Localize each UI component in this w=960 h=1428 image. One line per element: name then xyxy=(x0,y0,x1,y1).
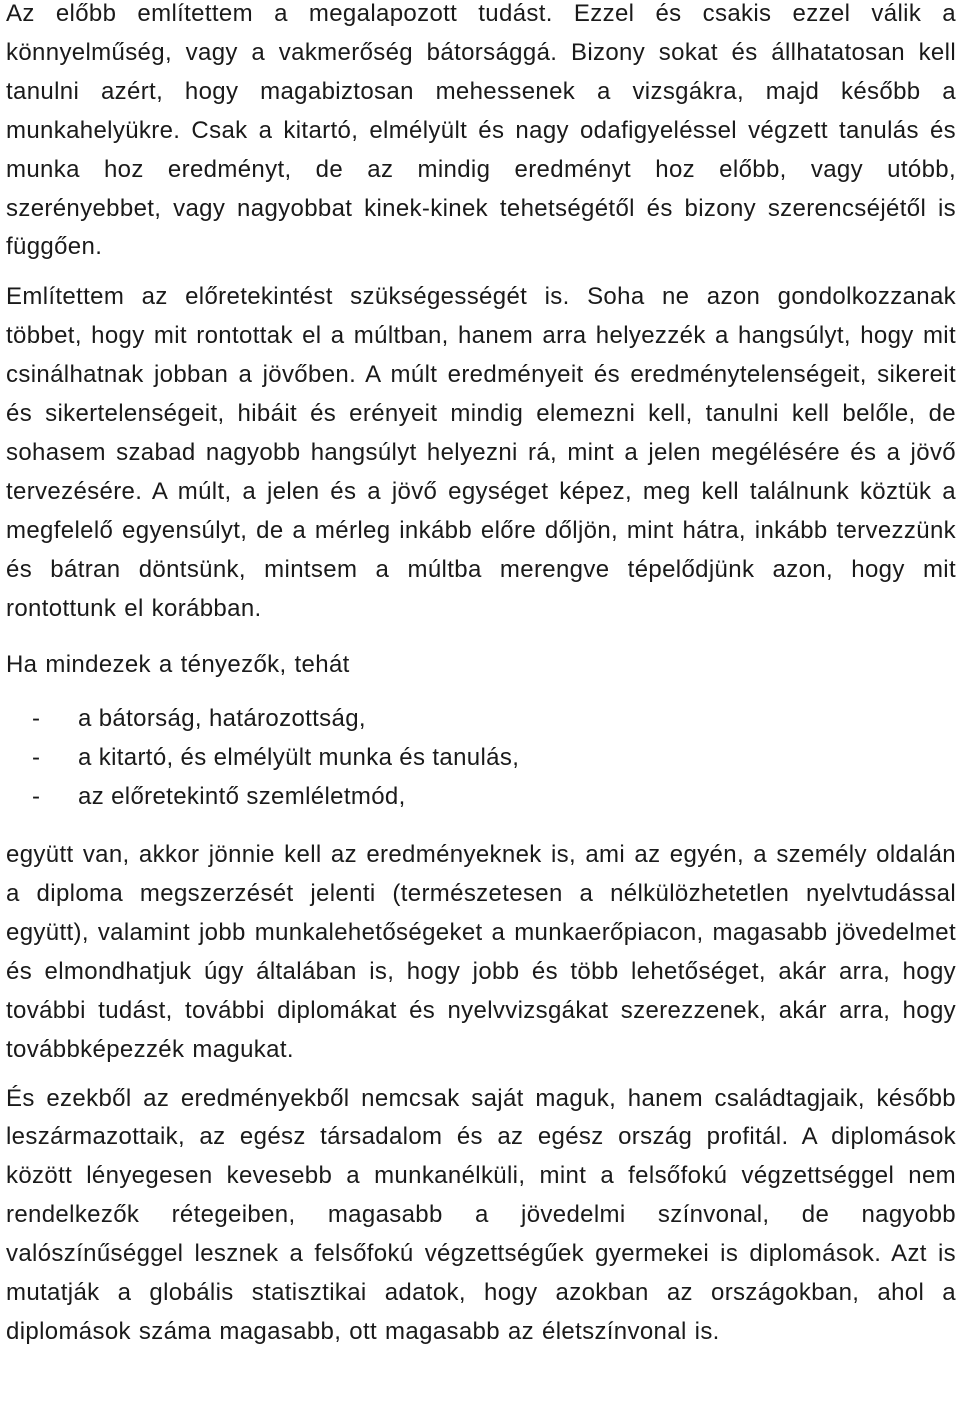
list-item xyxy=(6,739,956,778)
list-item-text: a kitartó, és elmélyült munka és tanulás, xyxy=(78,744,520,772)
list-item xyxy=(6,778,956,817)
paragraph-tarsadalom-profit: És ezekből az eredményekből nemcsak saját maguk, hanem családtagjaik, később leszármazottaik, az egész társadalom és az egész ország profitál. A diplomások között lényegesen kevesebb a munkanélküli, mint a felsőfokú végzettséggel nem rendelkezők rétegeiben, magasabb a jövedelmi színvonal, de nagyobb valószínűséggel lesznek a felsőfokú végzettségűek gyermekei is diplomások. Azt is mutatják a globális statisztikai adatok, hogy azokban az országokban, ahol a diplomások száma magasabb, ott magasabb az életszínvonal is. xyxy=(6,1084,956,1345)
paragraph-eloretekintes: Említettem az előretekintést szükségességét is. Soha ne azon gondolkozzanak többet, hogy mit rontottak el a múltban, hanem arra helyezzék a hangsúlyt, hogy mit csinálhatnak jobban a jövőben. A múlt eredményeit és eredménytelenségeit, sikereit és sikertelenségeit, hibáit és erényeit mindig elemezni kell, tanulni kell belőle, de sohasem szabad nagyobb hangsúlyt helyezni rá, mint a jelen megélésére és a jövő tervezésére. A múlt, a jelen és a jövő egységet képez, meg kell találnunk köztük a megfelelő egyensúlyt, de a mérleg inkább előre dőljön, mint hátra, inkább tervezzünk és bátran döntsünk, mintsem a múltba merengve tépelődjünk azon, hogy mit rontottunk el korábban. xyxy=(6,283,956,622)
list-item-text: az előretekintő szemléletmód, xyxy=(78,783,406,811)
paragraph-megalapozott-tudas: Az előbb említettem a megalapozott tudást. Ezzel és csakis ezzel válik a könnyelműség, vagy a vakmerőség bátorsággá. Bizony sokat és állhatatosan kell tanulni azért, hogy magabiztosan mehessenek a vizsgákra, majd később a munkahelyükre. Csak a kitartó, elmélyült és nagy odafigyeléssel végzett tanulás és munka hoz eredményt, de az mindig eredményt hoz előbb, vagy utóbb, szerényebbet, vagy nagyobbat kinek-kinek tehetségétől és bizony szerencséjétől is függően. xyxy=(6,0,956,261)
list-item-text: a bátorság, határozottság, xyxy=(78,705,366,733)
paragraph-eredmenyek: együtt van, akkor jönnie kell az eredményeknek is, ami az egyén, a személy oldalán a diploma megszerzését jelenti (természetesen a nélkülözhetetlen nyelvtudással együtt), valamint jobb munkalehetőségeket a munkaerőpiacon, magasabb jövedelmet és elmondhatjuk úgy általában is, hogy jobb és több lehetőséget, akár arra, hogy további tudást, további diplomákat és nyelvvizsgákat szerezzenek, akár arra, hogy továbbképezzék magukat. xyxy=(6,841,956,1063)
paragraph-tenyezok-intro: Ha mindezek a tényezők, tehát xyxy=(6,650,350,678)
list-item xyxy=(6,700,956,739)
factor-list xyxy=(6,700,956,817)
list-dash: - xyxy=(32,783,41,811)
list-dash: - xyxy=(32,705,41,733)
list-dash: - xyxy=(32,744,41,772)
